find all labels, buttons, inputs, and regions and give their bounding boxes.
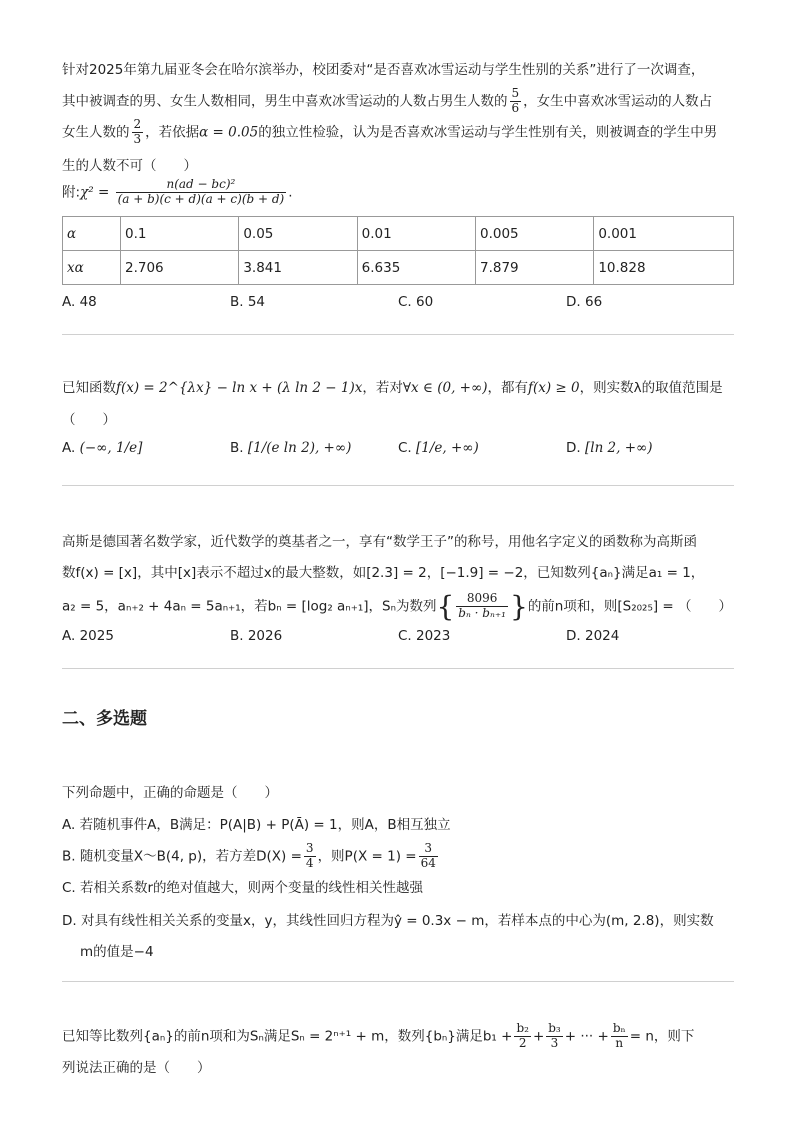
q3-frac-num: 8096 bbox=[456, 592, 508, 607]
q5-frac-b2-den: 2 bbox=[518, 1035, 527, 1050]
q2-text-d: ，则实数λ的取值范围是 bbox=[579, 380, 723, 396]
q5-line2: 列说法正确的是（ ） bbox=[62, 1060, 211, 1076]
q2-option-c-value: [1/e, +∞) bbox=[416, 440, 479, 456]
q4-fraction-prob bbox=[419, 842, 438, 871]
table-cell: 0.1 bbox=[121, 217, 239, 251]
q1-line2-text-b: ，女生中喜欢冰雪运动的人数占 bbox=[523, 93, 713, 110]
table-cell: 6.635 bbox=[357, 251, 475, 285]
table-cell: xα bbox=[63, 251, 121, 285]
divider bbox=[62, 668, 734, 669]
q5-text-a: 已知等比数列{aₙ}的前n项和为Sₙ满足Sₙ = 2ⁿ⁺¹ + m，数列{bₙ}满足b₁ + bbox=[62, 1028, 513, 1045]
q1-option-d[interactable]: D. 66 bbox=[566, 294, 603, 310]
q3-line1: 高斯是德国著名数学家，近代数学的奠基者之一，享有“数学王子”的称号，用他名字定义的函数称为高斯函 bbox=[62, 534, 697, 550]
q2-line1 bbox=[62, 376, 723, 396]
table-cell: 10.828 bbox=[594, 251, 734, 285]
q3-frac-den: bₙ · bₙ₊₁ bbox=[458, 606, 506, 620]
q5-frac-bn-den: n bbox=[615, 1035, 624, 1050]
q5-frac-b3-den: 3 bbox=[550, 1035, 559, 1050]
q4-option-b[interactable] bbox=[62, 842, 440, 871]
table-cell: 7.879 bbox=[475, 251, 593, 285]
q1-formula-num: n(ad − bc)² bbox=[116, 178, 287, 193]
q3-line3-text-a: a₂ = 5，aₙ₊₂ + 4aₙ = 5aₙ₊₁，若bₙ = [log₂ aₙ₊₁]，Sₙ为数列 bbox=[62, 598, 437, 615]
q1-chi-square: χ² = bbox=[80, 184, 110, 201]
q1-alpha-expr: α = 0.05 bbox=[199, 124, 259, 141]
divider bbox=[62, 485, 734, 486]
q3-option-a[interactable]: A. 2025 bbox=[62, 628, 114, 644]
right-brace: } bbox=[509, 590, 528, 623]
q1-formula: 附:χ² = $\frac{\text{n(ad − bc)²}}{(a + b)(c + d)(a + c)(b + d)}$ . bbox=[62, 177, 293, 206]
q2-option-d-label: D. bbox=[566, 440, 581, 456]
q2-option-c-label: C. bbox=[398, 440, 412, 456]
q2-paren: （ ） bbox=[62, 412, 116, 428]
q5-fraction-b2 bbox=[514, 1022, 531, 1051]
left-brace: { bbox=[436, 590, 455, 623]
table-cell: 0.01 bbox=[357, 217, 475, 251]
q2-inequality: f(x) ≥ 0 bbox=[527, 380, 580, 396]
q1-fraction-female bbox=[132, 118, 144, 147]
q5-plus: + bbox=[532, 1028, 545, 1045]
q1-option-c[interactable]: C. 60 bbox=[398, 294, 434, 310]
q4-option-b-text-b: ，则P(X = 1) = bbox=[317, 848, 417, 865]
table-row bbox=[63, 217, 734, 251]
divider bbox=[62, 981, 734, 982]
q2-option-b-label: B. bbox=[230, 440, 244, 456]
table-cell: 2.706 bbox=[121, 251, 239, 285]
q5-line1 bbox=[62, 1022, 694, 1051]
q4-option-a[interactable]: A. 若随机事件A，B满足：P(A|B) + P(Ā) = 1，则A，B相互独立 bbox=[62, 817, 451, 833]
q3-option-c[interactable]: C. 2023 bbox=[398, 628, 451, 644]
q2-option-a[interactable] bbox=[62, 440, 142, 456]
section-title: 二、多选题 bbox=[62, 709, 147, 729]
q3-fraction bbox=[456, 592, 508, 621]
q2-option-c[interactable] bbox=[398, 440, 479, 456]
q1-formula-den: (a + b)(c + d)(a + c)(b + d) bbox=[117, 191, 285, 206]
q4-frac2-den: 64 bbox=[420, 855, 436, 870]
q1-frac-male-num: 5 bbox=[511, 86, 520, 100]
q1-frac-male-den: 6 bbox=[511, 100, 520, 115]
q4-option-c[interactable]: C. 若相关系数r的绝对值越大，则两个变量的线性相关性越强 bbox=[62, 880, 424, 896]
q4-option-b-text-a: B. 随机变量X～B(4, p)，若方差D(X) = bbox=[62, 848, 302, 865]
q4-frac2-num: 3 bbox=[419, 842, 438, 857]
q1-formula-prefix: 附: bbox=[62, 184, 81, 201]
q2-option-d-value: [ln 2, +∞) bbox=[584, 440, 653, 456]
q1-line3-text-b: ，若依据 bbox=[145, 124, 200, 141]
q4-frac1-num: 3 bbox=[305, 841, 314, 855]
q1-line3 bbox=[62, 118, 717, 147]
table-cell: α bbox=[63, 217, 121, 251]
q1-option-a[interactable]: A. 48 bbox=[62, 294, 97, 310]
q1-fraction-male bbox=[510, 87, 522, 116]
q5-text-b: = n，则下 bbox=[629, 1028, 695, 1045]
q3-option-d[interactable]: D. 2024 bbox=[566, 628, 620, 644]
q2-option-a-label: A. bbox=[62, 440, 76, 456]
q1-critical-value-table bbox=[62, 216, 734, 285]
q2-text-c: ，都有 bbox=[487, 380, 528, 396]
table-cell: 0.005 bbox=[475, 217, 593, 251]
divider bbox=[62, 334, 734, 335]
q5-fraction-b3 bbox=[546, 1022, 563, 1051]
q5-frac-b3-num: b₃ bbox=[548, 1021, 561, 1035]
q3-line3 bbox=[62, 590, 732, 623]
q1-frac-female-num: 2 bbox=[133, 117, 142, 131]
q4-stem: 下列命题中，正确的命题是（ ） bbox=[62, 785, 278, 801]
q2-option-d[interactable] bbox=[566, 440, 653, 456]
q3-line3-text-b: 的前n项和，则[S₂₀₂₅] = （ ） bbox=[527, 598, 733, 615]
q4-option-d-line1[interactable]: D. 对具有线性相关关系的变量x，y，其线性回归方程为ŷ = 0.3x − m，若样本点的中心为(m, 2.8)，则实数 bbox=[62, 913, 714, 929]
q1-line2-text-a: 其中被调查的男、女生人数相同，男生中喜欢冰雪运动的人数占男生人数的 bbox=[62, 93, 508, 110]
q5-ellipsis: + ··· + bbox=[564, 1028, 609, 1045]
q1-line4: 生的人数不可（ ） bbox=[62, 158, 197, 174]
q1-frac-female-den: 3 bbox=[133, 131, 142, 146]
q2-option-a-value: (−∞, 1/e] bbox=[79, 440, 143, 456]
q5-frac-bn-num: bₙ bbox=[612, 1021, 626, 1035]
q1-line3-text-c: 的独立性检验，认为是否喜欢冰雪运动与学生性别有关，则被调查的学生中男 bbox=[258, 124, 718, 141]
table-cell: 0.05 bbox=[239, 217, 357, 251]
q4-frac1-den: 4 bbox=[305, 855, 314, 870]
q1-line1: 针对2025年第九届亚冬会在哈尔滨举办，校团委对“是否喜欢冰雪运动与学生性别的关系”进行了一次调查， bbox=[62, 62, 705, 78]
q2-option-b-value: [1/(e ln 2), +∞) bbox=[247, 440, 352, 456]
q2-text-a: 已知函数 bbox=[62, 380, 116, 396]
q2-text-b: ，若对 bbox=[362, 380, 403, 396]
q2-option-b[interactable] bbox=[230, 440, 351, 456]
table-row bbox=[63, 251, 734, 285]
q1-line3-text-a: 女生人数的 bbox=[62, 124, 130, 141]
q3-line2: 数f(x) = [x]，其中[x]表示不超过x的最大整数，如[2.3] = 2，[−1.9] = −2，已知数列{aₙ}满足a₁ = 1， bbox=[62, 565, 705, 581]
q4-fraction-variance bbox=[304, 842, 316, 871]
q5-frac-b2-num: b₂ bbox=[516, 1021, 529, 1035]
q2-function: f(x) = 2^{λx} − ln x + (λ ln 2 − 1)x bbox=[116, 380, 363, 396]
q2-condition: ∀x ∈ (0, +∞) bbox=[402, 380, 488, 396]
q1-option-b[interactable]: B. 54 bbox=[230, 294, 266, 310]
table-cell: 3.841 bbox=[239, 251, 357, 285]
q3-option-b[interactable]: B. 2026 bbox=[230, 628, 283, 644]
q4-option-d-line2: m的值是−4 bbox=[80, 944, 154, 960]
q1-formula-fraction bbox=[116, 178, 287, 207]
q1-line2 bbox=[62, 87, 712, 116]
q5-fraction-bn bbox=[611, 1022, 628, 1051]
table-cell: 0.001 bbox=[594, 217, 734, 251]
